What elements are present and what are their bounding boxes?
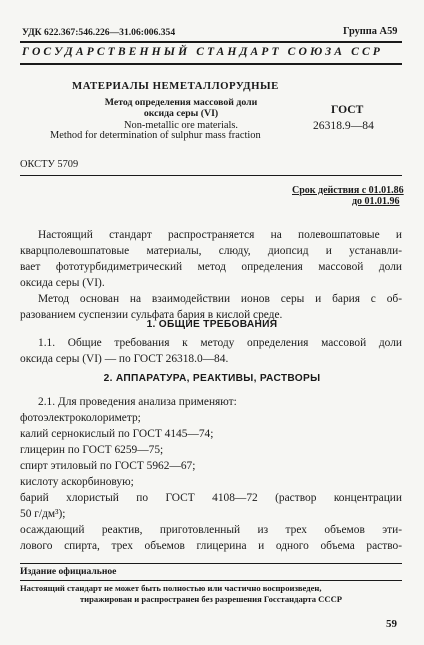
title-main: МАТЕРИАЛЫ НЕМЕТАЛЛОРУДНЫЕ	[72, 80, 279, 92]
intro-p2-line1: Метод основан на взаимодействии ионов серы и бария с об-	[38, 293, 402, 305]
section2-line7: барий хлористый по ГОСТ 4108—72 (раствор концентрации	[20, 492, 402, 504]
intro-p1-line2: кварцполевошпатовые материалы, слюду, диопсид и устанавли-	[20, 245, 402, 257]
group-code: Группа А59	[343, 26, 398, 37]
validity-line1: Срок действия с 01.01.86	[292, 185, 404, 196]
udk-code: УДК 622.367:546.226—31.06:006.354	[22, 27, 176, 38]
intro-p1-line1: Настоящий стандарт распространяется на полевошпатовые и	[38, 229, 402, 241]
okstu-code: ОКСТУ 5709	[20, 159, 79, 170]
section1-line2: оксида серы (VI) — по ГОСТ 26318.0—84.	[20, 353, 229, 365]
standard-banner: ГОСУДАРСТВЕННЫЙ СТАНДАРТ СОЮЗА ССР	[22, 45, 383, 58]
title-method-line1: Метод определения массовой доли	[104, 97, 258, 108]
gost-number: 26318.9—84	[313, 119, 374, 132]
section1-heading: 1. ОБЩИЕ ТРЕБОВАНИЯ	[146, 319, 278, 330]
section2-line4: глицерин по ГОСТ 6259—75;	[20, 444, 164, 456]
section2-line8: 50 г/дм³);	[20, 508, 66, 520]
section2-line2: фотоэлектроколориметр;	[20, 412, 141, 424]
notice-line1: Настоящий стандарт не может быть полностью или частично воспроизведен,	[20, 583, 322, 593]
footer-rule-top	[20, 563, 402, 564]
edition-label: Издание официальное	[20, 566, 117, 577]
okstu-rule	[20, 175, 402, 176]
section2-line1: 2.1. Для проведения анализа применяют:	[38, 396, 237, 408]
header-rule-bottom	[20, 63, 402, 65]
title-en-line2: Method for determination of sulphur mass fraction	[50, 130, 261, 141]
validity-line2: до 01.01.96	[352, 196, 400, 207]
intro-p1-line4: оксида серы (VI).	[20, 277, 105, 289]
footer-rule-mid	[20, 580, 402, 581]
section2-line5: спирт этиловый по ГОСТ 5962—67;	[20, 460, 196, 472]
gost-label: ГОСТ	[331, 103, 364, 116]
section2-line3: калий сернокислый по ГОСТ 4145—74;	[20, 428, 214, 440]
intro-p1-line3: вает фототурбидиметрический метод определения массовой доли	[20, 261, 402, 273]
title-method-line2: оксида серы (VI)	[143, 108, 219, 119]
section2-heading: 2. АППАРАТУРА, РЕАКТИВЫ, РАСТВОРЫ	[103, 373, 321, 384]
section2-line9: осаждающий реактив, приготовленный из трех объемов эти-	[20, 524, 402, 536]
section1-line1: 1.1. Общие требования к методу определения массовой доли	[38, 337, 402, 349]
title-en-line1: Non-metallic ore materials.	[124, 120, 238, 131]
section2-line6: кислоту аскорбиновую;	[20, 476, 134, 488]
notice-line2: тиражирован и распространен без разрешения Госстандарта СССР	[79, 594, 343, 604]
page-number: 59	[386, 618, 397, 630]
intro-p2-line2: разованием суспензии сульфата бария в кислой среде.	[20, 309, 283, 321]
section2-line10: лового спирта, трех объемов глицерина и одного объема раство-	[20, 540, 402, 552]
header-rule-top	[20, 41, 402, 43]
